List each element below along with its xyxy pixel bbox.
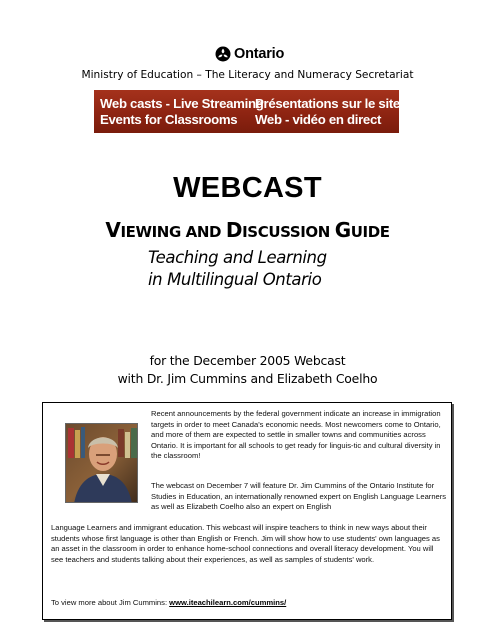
for-line2: with Dr. Jim Cummins and Elizabeth Coelho <box>117 371 378 386</box>
page-title: WEBCAST <box>173 172 322 204</box>
subtitle-iscussion: ISCUSSION <box>242 223 335 241</box>
presenter-photo <box>65 423 138 503</box>
cummins-link[interactable]: www.iteachilearn.com/cummins/ <box>169 598 287 607</box>
description-box <box>42 402 452 620</box>
ontario-logo <box>215 46 284 62</box>
ministry-line: Ministry of Education – The Literacy and Numeracy Secretariat <box>81 69 414 81</box>
webcast-paragraph-start: The webcast on December 7 will feature Dr. Jim Cummins of the Ontario Institute for Studies in Education, an internationally renowned expert on English Language Learners as well as Elizabeth Coelho also an expert on English <box>151 481 447 512</box>
page-subtitle <box>0 218 495 242</box>
topic-line1: Teaching and Learning <box>148 248 327 267</box>
logo-text: Ontario <box>234 46 285 62</box>
banner-right-line1: Présentations sur le site <box>255 96 400 111</box>
ontario-trillium-icon <box>215 46 231 62</box>
banner-english <box>94 90 264 133</box>
subtitle-uide: UIDE <box>350 223 390 241</box>
webcast-date-presenters <box>0 352 495 388</box>
more-info-text: To view more about Jim Cummins: <box>51 598 170 607</box>
topic-line2: in Multilingual Ontario <box>148 270 322 289</box>
subtitle-cap-v: V <box>105 218 121 242</box>
topic-title <box>148 247 327 291</box>
for-line1: for the December 2005 Webcast <box>149 353 346 368</box>
subtitle-cap-d: D <box>225 218 243 242</box>
banner-right-line2: Web - vidéo en direct <box>255 111 382 127</box>
webcast-paragraph-end: Language Learners and immigrant education. This webcast will inspire teachers to think in new ways about their students whose first language is other than English or French. Jim will show how to use students' own languages as an asset in the classroom in order to enhance home-school connections and overall literacy development. You will see teachers and students talking about their experiences, as well as samples of students' work. <box>51 523 440 564</box>
intro-paragraph: Recent announcements by the federal government indicate an increase in immigration targets in order to meet Canada's economic needs. Most newcomers come to Ontario, and more of them are expected to settle in smaller towns and communities across Ontario. It is important for all schools to get ready for linguis-tic and cultural diversity in the classroom! <box>151 409 441 461</box>
more-info-line <box>51 598 447 609</box>
banner-left-line1: Web casts - Live Streaming <box>100 96 264 111</box>
banner-left-line2: Events for Classrooms <box>100 111 238 127</box>
subtitle-cap-g: G <box>334 218 351 242</box>
webcast-banner <box>94 90 399 133</box>
banner-french <box>248 90 400 133</box>
subtitle-iewing: IEWING AND <box>120 223 226 241</box>
